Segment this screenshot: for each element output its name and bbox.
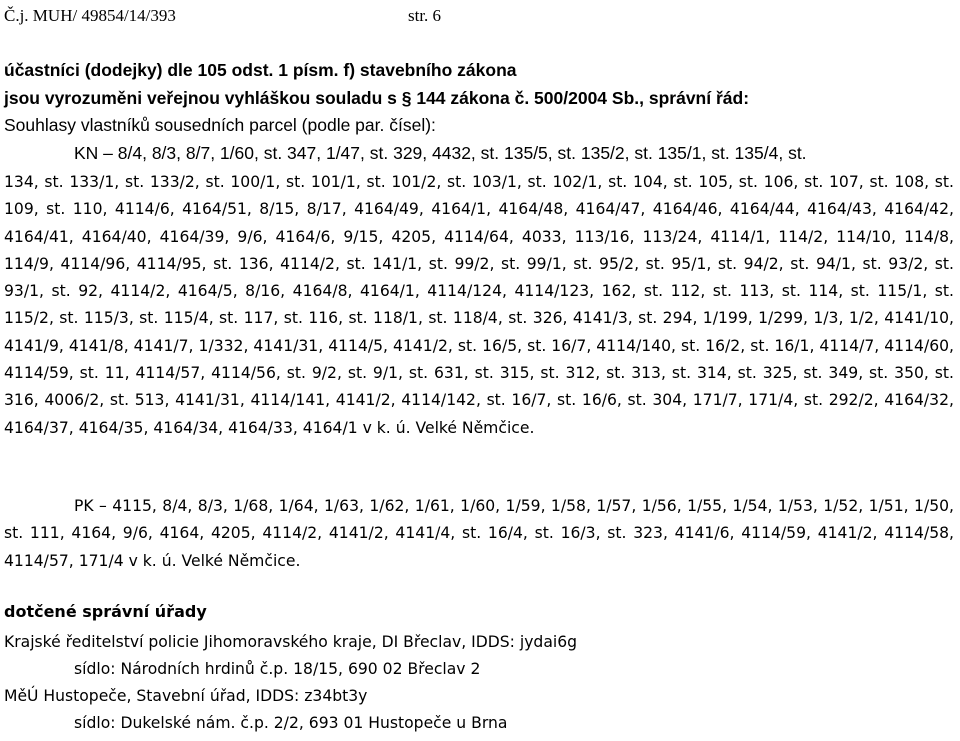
authorities-title: dotčené správní úřady xyxy=(4,602,207,621)
consents-subheading: Souhlasy vlastníků sousedních parcel (podle par. čísel): xyxy=(4,115,436,135)
reference-number: Č.j. MUH/ 49854/14/393 xyxy=(4,6,176,25)
page-number: str. 6 xyxy=(408,6,442,25)
office-2-name: MěÚ Hustopeče, Stavební úřad, IDDS: z34bt3y xyxy=(4,687,368,705)
kn-parcels-list: 134, st. 133/1, st. 133/2, st. 100/1, st. 101/1, st. 101/2, st. 103/1, st. 102/1, st. 104, st. 105, st. 106, st. 107, st. 108, st. 109, st. 110, 4114/6, 4164/51, 8/15, 8/17, 4164/49, 4164/1, 4164/48, 4164/47, 4164/46, 4164/44, 4164/43, 4164/42, 4164/41, 4164/40, 4164/39, 9/6, 4164/6, 9/15, 4205, 4114/64, 4033, 113/16, 113/24, 4114/1, 114/2, 114/10, 114/8, 114/9, 4114/96, 4114/95, st. 136, 4114/2, st. 141/1, st. 99/2, st. 99/1, st. 95/2, st. 95/1, st. 94/2, st. 94/1, st. 93/2, st. 93/1, st. 92, 4114/2, 4164/5, 8/16, 4164/8, 4164/1, 4114/124, 4114/123, 162, st. 112, st. 113, st. 114, st. 115/1, st. 115/2, st. 115/3, st. 115/4, st. 117, st. 116, st. 118/1, st. 118/4, st. 326, 4141/3, st. 294, 1/199, 1/299, 1/3, 1/2, 4141/10, 4141/9, 4141/8, 4141/7, 1/332, 4141/31, 4114/5, 4141/2, st. 16/5, st. 16/7, 4114/140, st. 16/2, st. 16/1, 4114/7, 4114/60, 4114/59, st. 11, 4114/57, 4114/56, st. 9/2, st. 9/1, st. 631, st. 315, st. 312, st. 313, st. 314, st. 325, st. 349, st. 350, st. 316, 4006/2, st. 513, 4141/31, 4114/141, 4141/2, 4114/142, st. 16/7, st. 16/6, st. 304, 171/7, 171/4, st. 292/2, 4164/32, 4164/37, 4164/35, 4164/34, 4164/33, 4164/1 v k. ú. Velké Němčice. xyxy=(4,173,954,437)
kn-parcels-first-line: KN – 8/4, 8/3, 8/7, 1/60, st. 347, 1/47, st. 329, 4432, st. 135/5, st. 135/2, st. 135/1, st. 135/4, st. xyxy=(74,143,807,163)
pk-parcels-list: PK – 4115, 8/4, 8/3, 1/68, 1/64, 1/63, 1/62, 1/61, 1/60, 1/59, 1/58, 1/57, 1/56, 1/55, 1/54, 1/53, 1/52, 1/51, 1/50, st. 111, 4164, 9/6, 4164, 4205, 4114/2, 4141/2, 4141/4, st. 16/4, st. 16/3, st. 323, 4141/6, 4114/59, 4141/2, 4114/58, 4114/57, 171/4 v k. ú. Velké Němčice. xyxy=(4,497,954,570)
participants-title-line-1: účastníci (dodejky) dle 105 odst. 1 písm. f) stavebního zákona xyxy=(4,60,517,80)
office-1-name: Krajské ředitelství policie Jihomoravského kraje, DI Břeclav, IDDS: jydai6g xyxy=(4,633,578,651)
page-header xyxy=(4,6,904,26)
participants-title-line-2: jsou vyrozuměni veřejnou vyhláškou souladu s § 144 zákona č. 500/2004 Sb., správní řád: xyxy=(4,88,750,108)
office-2-address: sídlo: Dukelské nám. č.p. 2/2, 693 01 Hustopeče u Brna xyxy=(74,714,508,732)
office-1-address: sídlo: Národních hrdinů č.p. 18/15, 690 02 Břeclav 2 xyxy=(74,660,481,678)
